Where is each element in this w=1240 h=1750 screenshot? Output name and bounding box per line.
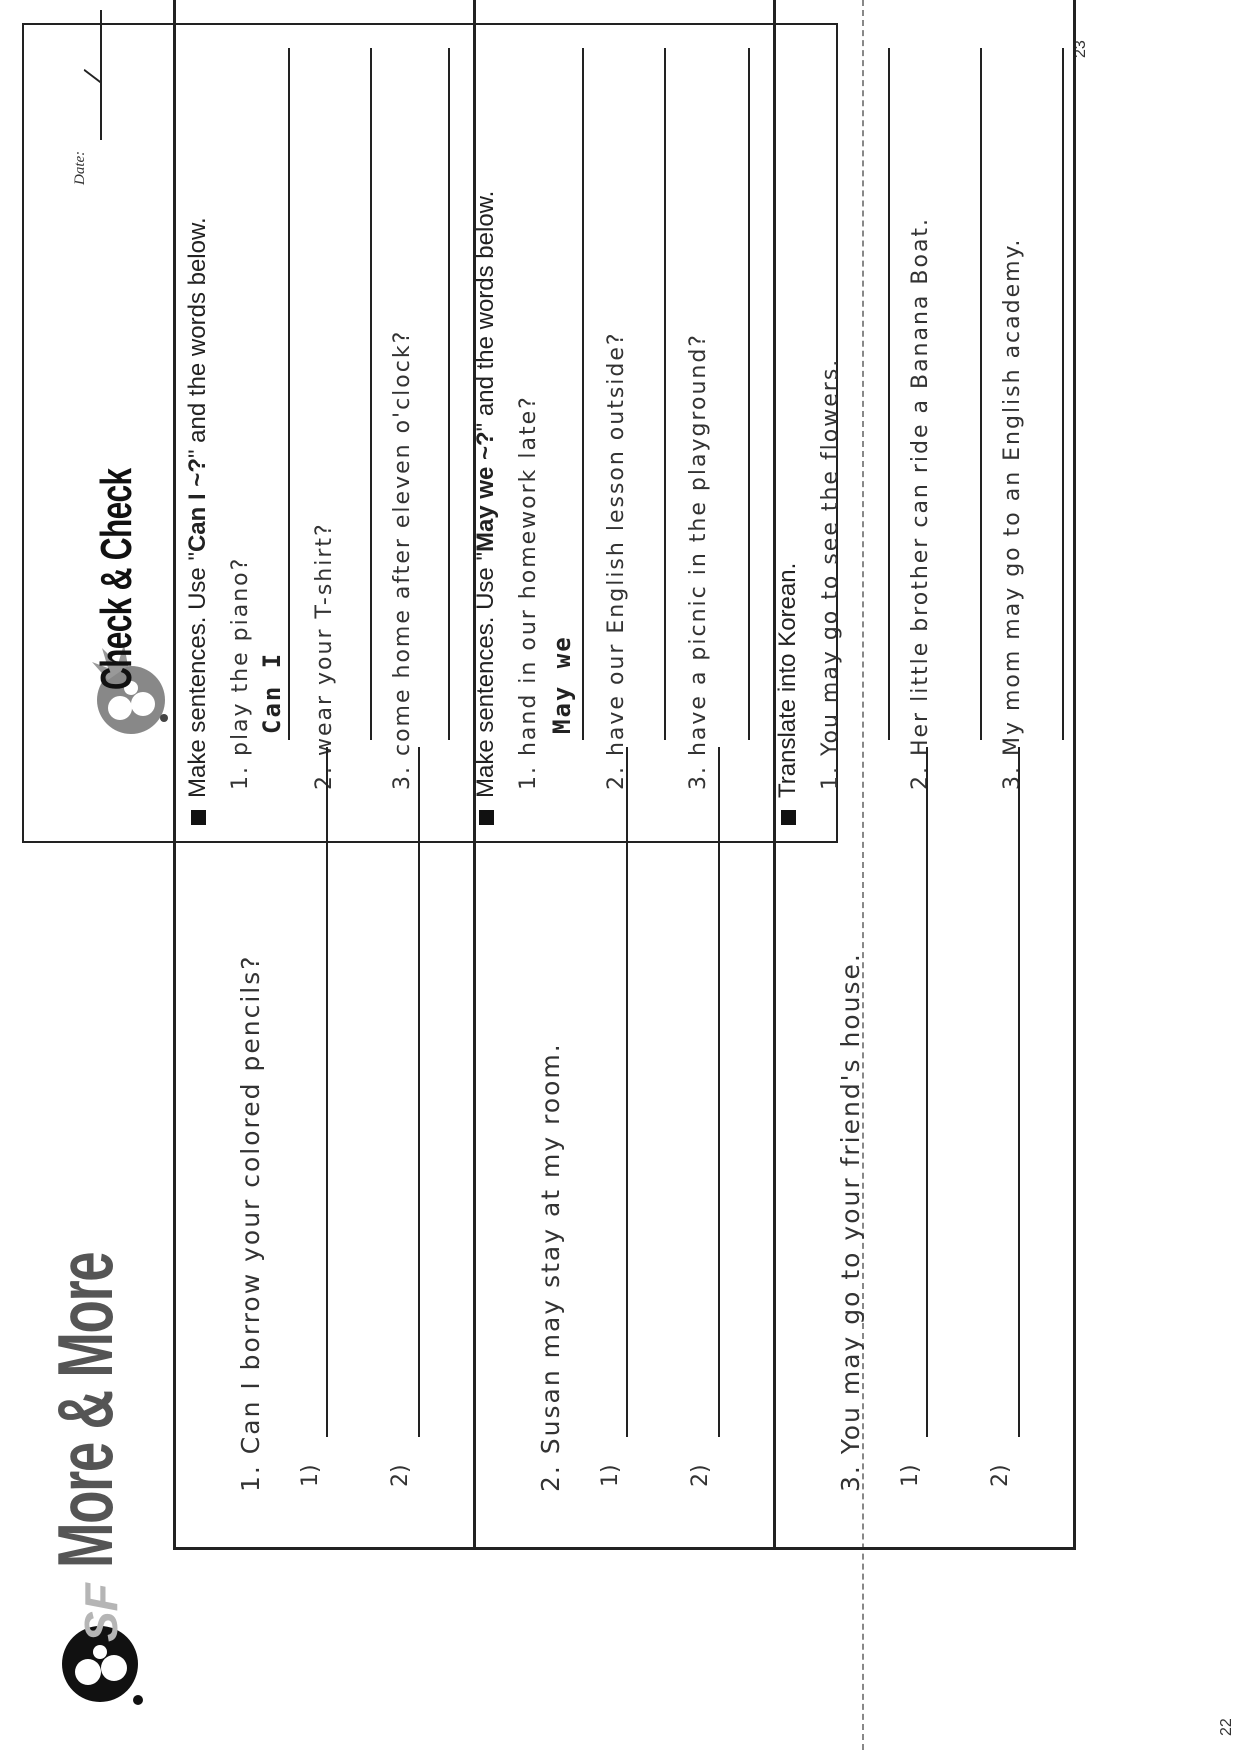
s1-q1: 1. play the piano?	[228, 556, 253, 790]
s3-q3: 3. My mom may go to an English academy.	[1000, 237, 1025, 790]
more-question-1-box	[173, 0, 476, 1550]
section-1-instruction: Make sentences. Use "Can I ~?" and the words below.	[184, 217, 212, 825]
more-question-3: 3. You may go to your friend's house.	[836, 952, 865, 1492]
date-label: Date:	[72, 150, 88, 185]
section-3-instruction: Translate into Korean.	[774, 563, 802, 825]
s1-q2: 2. wear your T-shirt?	[312, 522, 337, 790]
s2-q3: 3. have a picnic in the playground?	[686, 333, 711, 790]
answer-line[interactable]	[626, 747, 628, 1437]
answer-label-2: 2)	[388, 1464, 413, 1487]
s3-q2: 2. Her little brother can ride a Banana Boat.	[908, 216, 933, 790]
s1-q3: 3. come home after eleven o'clock?	[390, 329, 415, 790]
brand-logo-text: SF	[75, 1583, 127, 1642]
s1-q1-answer: Can I	[258, 651, 286, 734]
page-number-23: 23	[1072, 40, 1089, 58]
s2-q1-answer: May we	[548, 635, 576, 734]
answer-label-1: 1)	[598, 1464, 623, 1487]
answer-line[interactable]	[1018, 747, 1020, 1437]
date-slash: /	[77, 67, 107, 85]
s2-q1: 1. hand in our homework late?	[516, 395, 541, 790]
s2-q2: 2. have our English lesson outside?	[604, 331, 629, 790]
answer-line[interactable]	[418, 747, 420, 1437]
more-question-2-box	[473, 0, 776, 1550]
answer-label-2: 2)	[688, 1464, 713, 1487]
more-question-3-box	[773, 0, 1076, 1550]
more-question-2: 2. Susan may stay at my room.	[536, 1042, 565, 1492]
s3-q1: 1. You may go to see the flowers.	[818, 357, 843, 790]
answer-line[interactable]	[326, 747, 328, 1437]
page-number-22: 22	[1218, 1718, 1235, 1736]
answer-label-1: 1)	[898, 1464, 923, 1487]
answer-label-2: 2)	[988, 1464, 1013, 1487]
page-title: Check & Check	[92, 468, 141, 690]
answer-line[interactable]	[926, 747, 928, 1437]
more-question-1: 1. Can I borrow your colored pencils?	[236, 954, 265, 1492]
answer-label-1: 1)	[298, 1464, 323, 1487]
section-2-instruction: Make sentences. Use "May we ~?" and the words below.	[472, 191, 500, 825]
page-title: More & More	[41, 1252, 129, 1568]
answer-line[interactable]	[718, 747, 720, 1437]
